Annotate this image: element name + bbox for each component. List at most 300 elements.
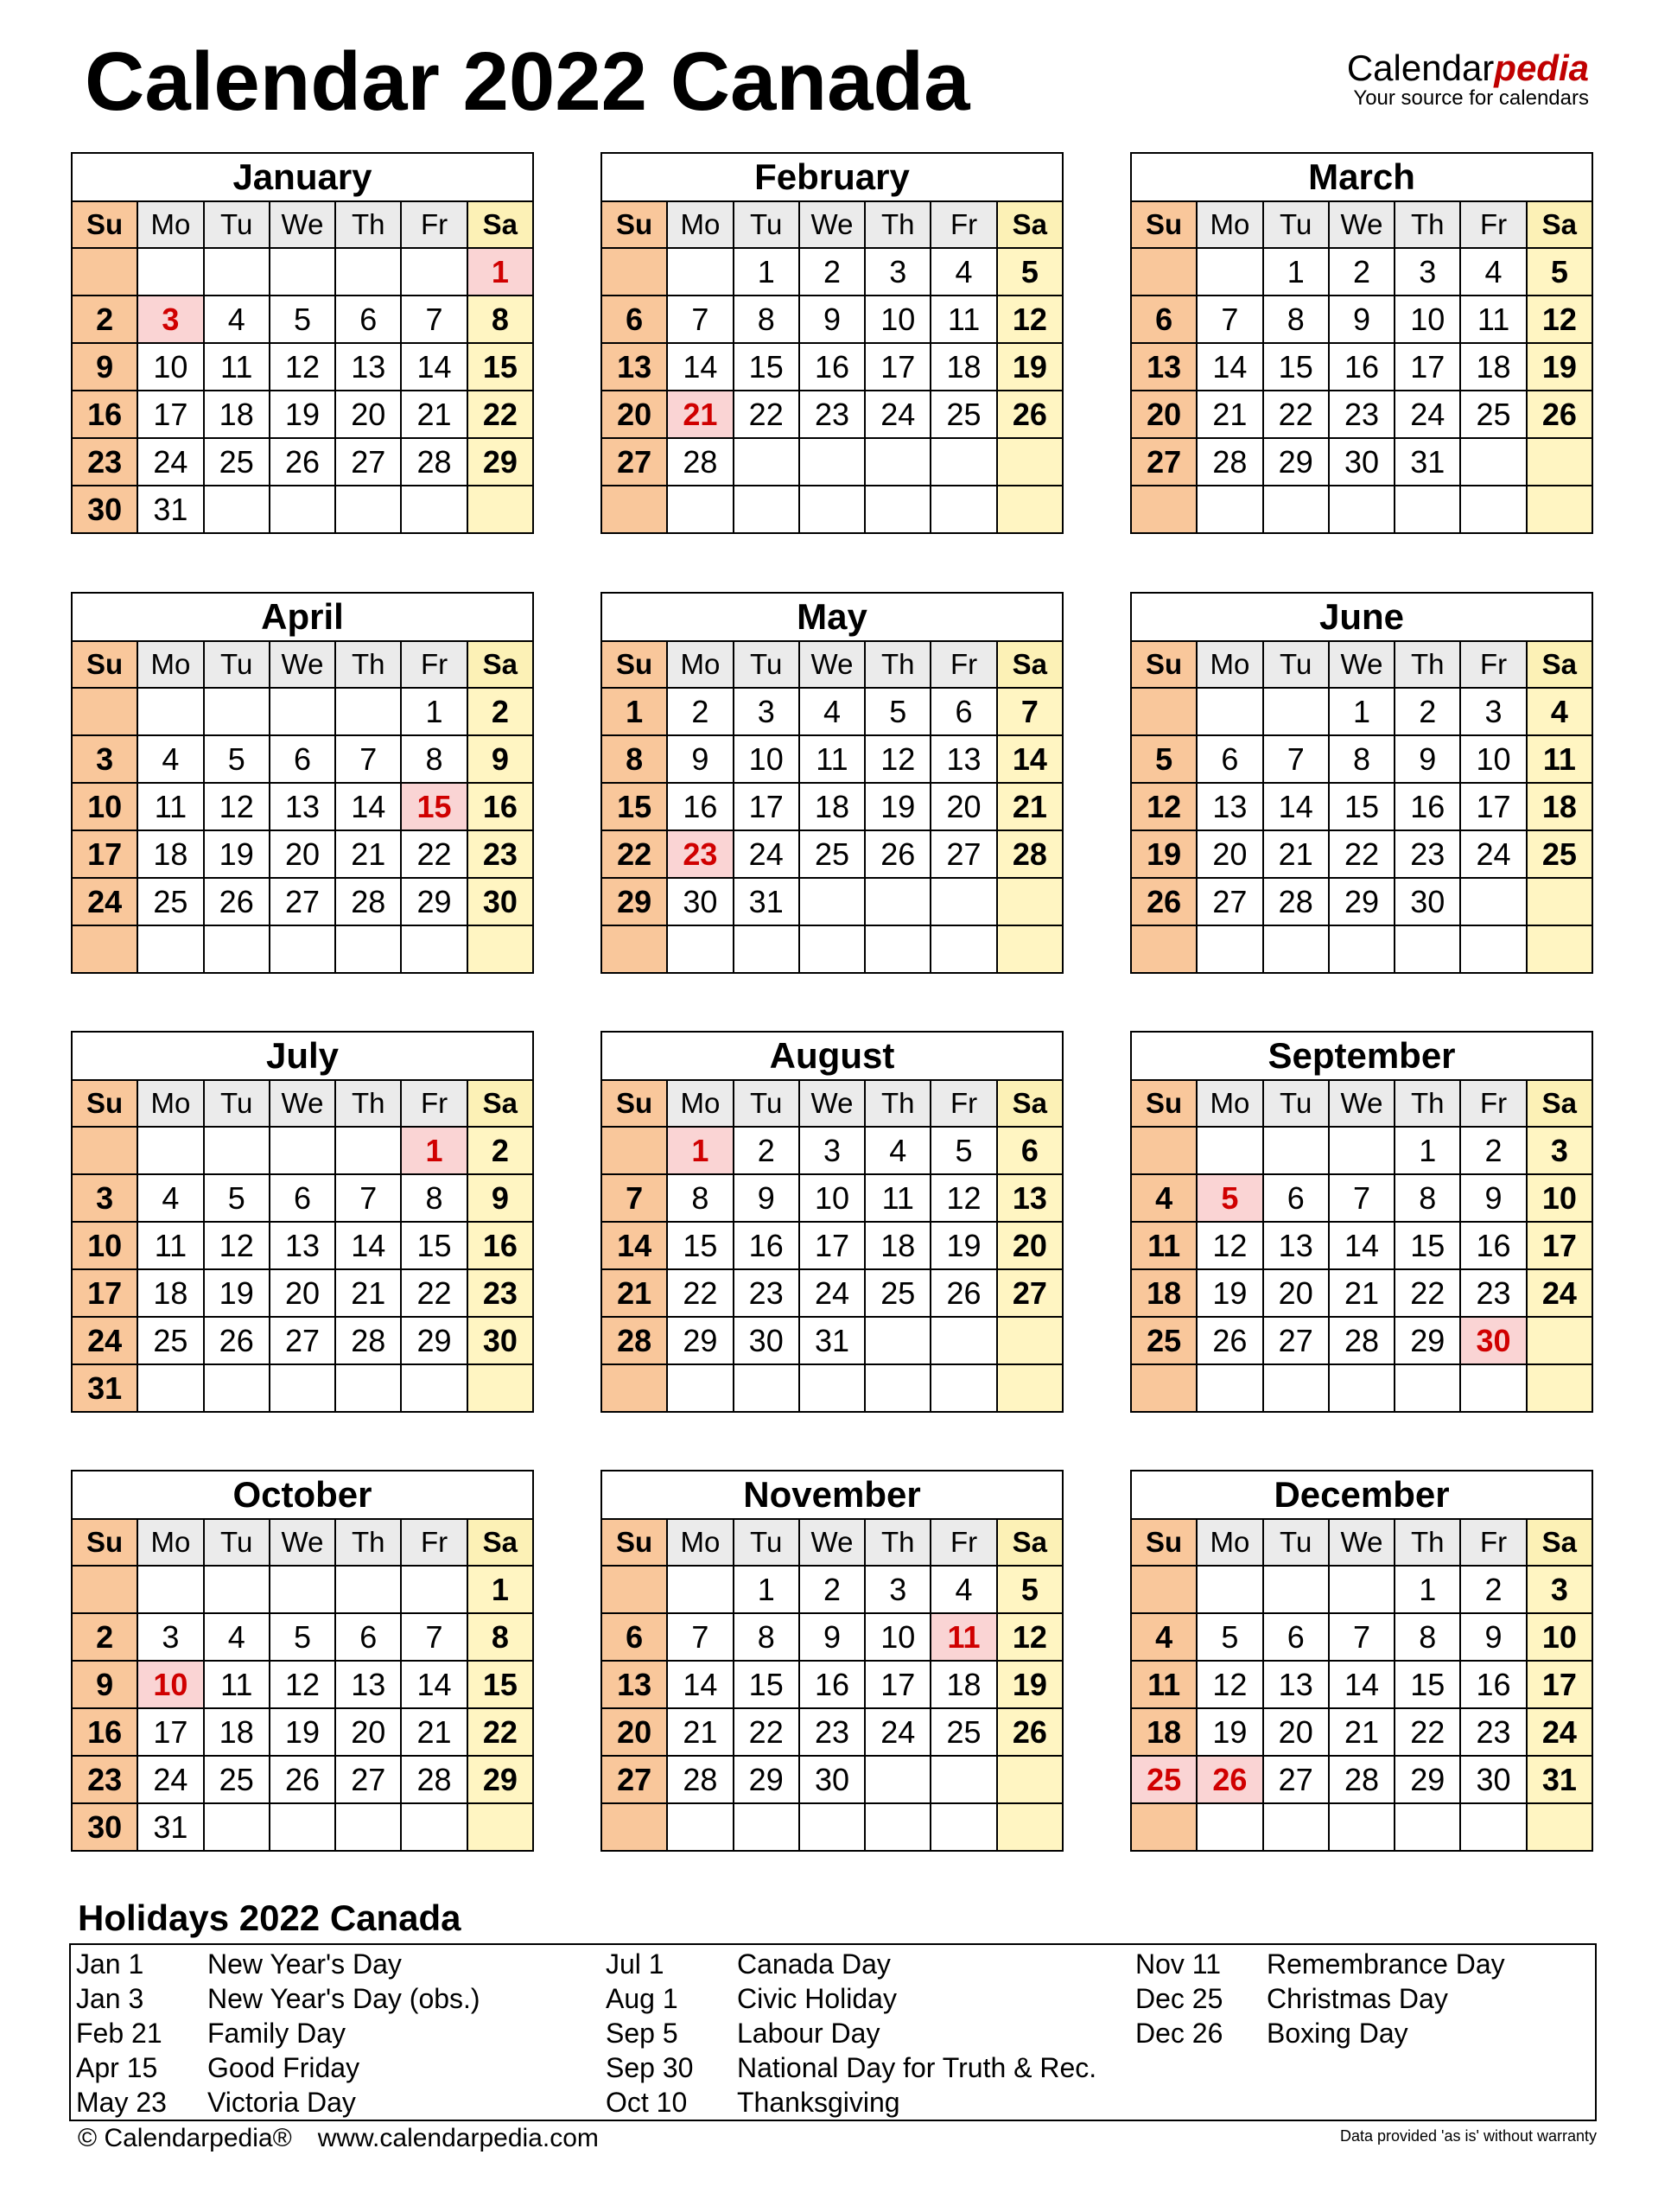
day-cell: 21 (667, 1708, 733, 1756)
empty-cell (734, 925, 799, 973)
holiday-date: Dec 26 (1135, 2018, 1223, 2049)
month-name: May (601, 593, 1063, 641)
empty-cell (137, 1364, 203, 1412)
day-cell: 29 (467, 1756, 533, 1803)
day-cell: 12 (204, 783, 270, 830)
holiday-entry (606, 1947, 1096, 1981)
weekday-header: Mo (137, 201, 203, 248)
weekday-header: Tu (204, 641, 270, 688)
empty-cell (997, 486, 1063, 533)
weekday-header: Tu (1263, 1080, 1329, 1127)
day-cell: 27 (270, 878, 335, 925)
day-cell: 19 (204, 1269, 270, 1317)
day-cell: 4 (865, 1127, 931, 1174)
day-cell: 21 (667, 391, 733, 438)
day-cell: 6 (931, 688, 996, 735)
day-cell: 19 (997, 1661, 1063, 1708)
day-cell: 1 (467, 1566, 533, 1613)
day-cell: 17 (72, 830, 137, 878)
day-cell: 25 (1131, 1317, 1197, 1364)
day-cell: 24 (799, 1269, 865, 1317)
day-cell: 20 (1197, 830, 1262, 878)
day-cell: 7 (601, 1174, 667, 1222)
empty-cell (335, 1566, 401, 1613)
empty-cell (72, 1127, 137, 1174)
empty-cell (1527, 1317, 1592, 1364)
empty-cell (1197, 1364, 1262, 1412)
empty-cell (204, 486, 270, 533)
day-cell: 21 (1329, 1708, 1395, 1756)
day-cell: 15 (401, 783, 467, 830)
holiday-entry (76, 2016, 480, 2050)
weekday-header: We (799, 1519, 865, 1566)
day-cell: 25 (931, 1708, 996, 1756)
weekday-header: Tu (204, 1519, 270, 1566)
empty-cell (865, 486, 931, 533)
day-cell: 21 (1263, 830, 1329, 878)
day-cell: 4 (1131, 1174, 1197, 1222)
day-cell: 29 (667, 1317, 733, 1364)
day-cell: 21 (335, 1269, 401, 1317)
day-cell: 3 (137, 1613, 203, 1661)
day-cell: 28 (667, 438, 733, 486)
day-cell: 8 (734, 1613, 799, 1661)
empty-cell (1527, 878, 1592, 925)
holiday-date: Jan 1 (76, 1948, 144, 1980)
day-cell: 9 (799, 1613, 865, 1661)
empty-cell (270, 688, 335, 735)
day-cell: 30 (667, 878, 733, 925)
day-cell: 16 (799, 1661, 865, 1708)
day-cell: 14 (1263, 783, 1329, 830)
day-cell: 18 (1131, 1708, 1197, 1756)
day-cell: 1 (1329, 688, 1395, 735)
day-cell: 28 (335, 878, 401, 925)
empty-cell (1263, 1566, 1329, 1613)
day-cell: 9 (1460, 1174, 1526, 1222)
weekday-header: Mo (667, 1519, 733, 1566)
day-cell: 29 (1395, 1317, 1460, 1364)
day-cell: 29 (401, 878, 467, 925)
month-march (1130, 152, 1593, 534)
day-cell: 10 (72, 783, 137, 830)
month-name: March (1131, 153, 1592, 201)
empty-cell (1197, 925, 1262, 973)
empty-cell (1395, 925, 1460, 973)
day-cell: 13 (1263, 1661, 1329, 1708)
empty-cell (734, 486, 799, 533)
day-cell: 28 (401, 438, 467, 486)
empty-cell (997, 1756, 1063, 1803)
day-cell: 5 (1197, 1174, 1262, 1222)
day-cell: 31 (72, 1364, 137, 1412)
day-cell: 27 (335, 438, 401, 486)
day-cell: 1 (734, 248, 799, 296)
day-cell: 8 (401, 1174, 467, 1222)
day-cell: 22 (734, 1708, 799, 1756)
day-cell: 16 (734, 1222, 799, 1269)
day-cell: 9 (799, 296, 865, 343)
day-cell: 22 (1395, 1708, 1460, 1756)
month-name: September (1131, 1032, 1592, 1080)
day-cell: 13 (601, 1661, 667, 1708)
holidays-column (1135, 1947, 1505, 2050)
day-cell: 7 (1263, 735, 1329, 783)
day-cell: 9 (72, 343, 137, 391)
day-cell: 4 (137, 735, 203, 783)
empty-cell (601, 1566, 667, 1613)
weekday-header: Su (601, 201, 667, 248)
empty-cell (1131, 688, 1197, 735)
day-cell: 7 (997, 688, 1063, 735)
day-cell: 20 (335, 391, 401, 438)
empty-cell (799, 925, 865, 973)
empty-cell (467, 1364, 533, 1412)
day-cell: 19 (1527, 343, 1592, 391)
month-february (600, 152, 1064, 534)
day-cell: 5 (270, 296, 335, 343)
day-cell: 31 (734, 878, 799, 925)
empty-cell (667, 925, 733, 973)
weekday-header: We (270, 641, 335, 688)
day-cell: 26 (204, 878, 270, 925)
weekday-header: Sa (1527, 201, 1592, 248)
month-august (600, 1031, 1064, 1413)
empty-cell (1329, 1127, 1395, 1174)
holiday-entry (606, 2085, 1096, 2120)
footer-credits (78, 2124, 599, 2153)
day-cell: 3 (1527, 1566, 1592, 1613)
day-cell: 27 (270, 1317, 335, 1364)
day-cell: 7 (335, 735, 401, 783)
weekday-header: Th (335, 641, 401, 688)
empty-cell (1527, 1803, 1592, 1851)
empty-cell (467, 486, 533, 533)
day-cell: 27 (1131, 438, 1197, 486)
day-cell: 5 (204, 735, 270, 783)
day-cell: 6 (1263, 1613, 1329, 1661)
empty-cell (335, 1364, 401, 1412)
empty-cell (1131, 248, 1197, 296)
weekday-header: Su (72, 1519, 137, 1566)
day-cell: 6 (1197, 735, 1262, 783)
day-cell: 26 (1527, 391, 1592, 438)
day-cell: 20 (1263, 1269, 1329, 1317)
day-cell: 24 (137, 438, 203, 486)
day-cell: 25 (137, 1317, 203, 1364)
day-cell: 12 (997, 1613, 1063, 1661)
day-cell: 22 (1329, 830, 1395, 878)
day-cell: 16 (72, 1708, 137, 1756)
day-cell: 23 (467, 1269, 533, 1317)
holiday-entry (1135, 1947, 1505, 1981)
day-cell: 5 (1527, 248, 1592, 296)
day-cell: 9 (667, 735, 733, 783)
day-cell: 23 (467, 830, 533, 878)
day-cell: 14 (601, 1222, 667, 1269)
weekday-header: Th (1395, 641, 1460, 688)
holiday-entry (76, 2085, 480, 2120)
weekday-header: Tu (1263, 1519, 1329, 1566)
day-cell: 10 (72, 1222, 137, 1269)
day-cell: 22 (601, 830, 667, 878)
empty-cell (1263, 925, 1329, 973)
day-cell: 15 (467, 343, 533, 391)
day-cell: 3 (137, 296, 203, 343)
day-cell: 3 (1395, 248, 1460, 296)
day-cell: 24 (72, 1317, 137, 1364)
day-cell: 26 (1197, 1317, 1262, 1364)
day-cell: 18 (931, 343, 996, 391)
day-cell: 5 (931, 1127, 996, 1174)
day-cell: 11 (204, 1661, 270, 1708)
day-cell: 2 (1395, 688, 1460, 735)
day-cell: 12 (865, 735, 931, 783)
day-cell: 25 (137, 878, 203, 925)
day-cell: 14 (1329, 1661, 1395, 1708)
day-cell: 15 (734, 1661, 799, 1708)
weekday-header: Th (335, 201, 401, 248)
weekday-header: Sa (1527, 1080, 1592, 1127)
day-cell: 1 (401, 1127, 467, 1174)
day-cell: 27 (1263, 1756, 1329, 1803)
holiday-date: Dec 25 (1135, 1983, 1223, 2014)
empty-cell (601, 1364, 667, 1412)
day-cell: 13 (335, 1661, 401, 1708)
day-cell: 10 (799, 1174, 865, 1222)
day-cell: 9 (467, 735, 533, 783)
empty-cell (1263, 486, 1329, 533)
empty-cell (1263, 688, 1329, 735)
weekday-header: Sa (467, 201, 533, 248)
day-cell: 3 (734, 688, 799, 735)
day-cell: 24 (72, 878, 137, 925)
weekday-header: We (1329, 1519, 1395, 1566)
month-january (71, 152, 534, 534)
day-cell: 10 (865, 1613, 931, 1661)
day-cell: 24 (865, 1708, 931, 1756)
empty-cell (270, 1364, 335, 1412)
empty-cell (1263, 1127, 1329, 1174)
day-cell: 23 (734, 1269, 799, 1317)
holiday-entry (606, 2050, 1096, 2085)
weekday-header: Sa (467, 641, 533, 688)
holiday-entry (606, 2016, 1096, 2050)
day-cell: 4 (799, 688, 865, 735)
day-cell: 25 (931, 391, 996, 438)
empty-cell (931, 438, 996, 486)
day-cell: 29 (401, 1317, 467, 1364)
brand-name-main: Calendar (1346, 48, 1495, 88)
day-cell: 20 (601, 1708, 667, 1756)
day-cell: 17 (865, 1661, 931, 1708)
weekday-header: Fr (401, 1519, 467, 1566)
day-cell: 20 (997, 1222, 1063, 1269)
weekday-header: Tu (734, 201, 799, 248)
day-cell: 12 (270, 343, 335, 391)
day-cell: 18 (137, 1269, 203, 1317)
day-cell: 23 (72, 1756, 137, 1803)
day-cell: 28 (1329, 1317, 1395, 1364)
day-cell: 8 (1395, 1174, 1460, 1222)
empty-cell (1197, 248, 1262, 296)
day-cell: 21 (1197, 391, 1262, 438)
day-cell: 12 (997, 296, 1063, 343)
empty-cell (137, 1566, 203, 1613)
day-cell: 24 (137, 1756, 203, 1803)
empty-cell (1460, 1364, 1526, 1412)
weekday-header: Fr (401, 1080, 467, 1127)
day-cell: 17 (1460, 783, 1526, 830)
empty-cell (137, 688, 203, 735)
day-cell: 11 (1527, 735, 1592, 783)
weekday-header: Fr (1460, 1080, 1526, 1127)
day-cell: 22 (401, 830, 467, 878)
empty-cell (1395, 486, 1460, 533)
month-name: July (72, 1032, 533, 1080)
day-cell: 4 (204, 296, 270, 343)
holiday-date: Jul 1 (606, 1948, 664, 1980)
empty-cell (1460, 878, 1526, 925)
empty-cell (1329, 925, 1395, 973)
day-cell: 8 (1329, 735, 1395, 783)
day-cell: 24 (1527, 1269, 1592, 1317)
day-cell: 28 (667, 1756, 733, 1803)
holiday-name: Christmas Day (1267, 1983, 1448, 2014)
day-cell: 1 (601, 688, 667, 735)
holiday-date: Sep 5 (606, 2018, 678, 2049)
weekday-header: Sa (467, 1080, 533, 1127)
month-name: June (1131, 593, 1592, 641)
empty-cell (931, 925, 996, 973)
day-cell: 17 (865, 343, 931, 391)
day-cell: 17 (799, 1222, 865, 1269)
day-cell: 10 (865, 296, 931, 343)
weekday-header: Th (1395, 1080, 1460, 1127)
empty-cell (270, 925, 335, 973)
day-cell: 21 (401, 1708, 467, 1756)
page-title: Calendar 2022 Canada (85, 35, 970, 128)
day-cell: 23 (799, 1708, 865, 1756)
weekday-header: Fr (931, 1080, 996, 1127)
weekday-header: Mo (137, 1080, 203, 1127)
day-cell: 15 (734, 343, 799, 391)
empty-cell (204, 1803, 270, 1851)
empty-cell (865, 1803, 931, 1851)
empty-cell (72, 1566, 137, 1613)
day-cell: 12 (270, 1661, 335, 1708)
day-cell: 12 (1131, 783, 1197, 830)
empty-cell (997, 878, 1063, 925)
empty-cell (335, 1127, 401, 1174)
day-cell: 19 (1131, 830, 1197, 878)
weekday-header: Tu (1263, 641, 1329, 688)
day-cell: 23 (1395, 830, 1460, 878)
empty-cell (1197, 1566, 1262, 1613)
holiday-date: Nov 11 (1135, 1948, 1222, 1980)
day-cell: 2 (734, 1127, 799, 1174)
weekday-header: Su (1131, 201, 1197, 248)
day-cell: 11 (204, 343, 270, 391)
day-cell: 12 (931, 1174, 996, 1222)
empty-cell (467, 925, 533, 973)
day-cell: 6 (270, 1174, 335, 1222)
empty-cell (601, 925, 667, 973)
day-cell: 13 (335, 343, 401, 391)
month-december (1130, 1470, 1593, 1852)
day-cell: 24 (734, 830, 799, 878)
day-cell: 2 (72, 1613, 137, 1661)
empty-cell (601, 1127, 667, 1174)
day-cell: 12 (1197, 1661, 1262, 1708)
holiday-name: Civic Holiday (737, 1983, 897, 2014)
day-cell: 14 (335, 1222, 401, 1269)
empty-cell (335, 688, 401, 735)
weekday-header: Fr (401, 641, 467, 688)
day-cell: 30 (467, 878, 533, 925)
day-cell: 4 (1131, 1613, 1197, 1661)
weekday-header: Sa (997, 641, 1063, 688)
holidays-column (606, 1947, 1096, 2120)
day-cell: 14 (667, 343, 733, 391)
day-cell: 5 (204, 1174, 270, 1222)
month-name: November (601, 1471, 1063, 1519)
day-cell: 18 (865, 1222, 931, 1269)
day-cell: 25 (204, 1756, 270, 1803)
day-cell: 13 (1131, 343, 1197, 391)
day-cell: 25 (204, 438, 270, 486)
empty-cell (865, 925, 931, 973)
day-cell: 15 (1329, 783, 1395, 830)
brand-logo[interactable] (1347, 50, 1589, 111)
day-cell: 26 (204, 1317, 270, 1364)
empty-cell (799, 486, 865, 533)
day-cell: 18 (204, 1708, 270, 1756)
day-cell: 31 (1395, 438, 1460, 486)
holiday-name: Family Day (207, 2018, 346, 2049)
weekday-header: We (270, 1080, 335, 1127)
weekday-header: We (1329, 641, 1395, 688)
day-cell: 27 (601, 1756, 667, 1803)
holiday-entry (76, 2050, 480, 2085)
empty-cell (799, 878, 865, 925)
day-cell: 29 (734, 1756, 799, 1803)
empty-cell (204, 925, 270, 973)
day-cell: 2 (1460, 1566, 1526, 1613)
weekday-header: Th (1395, 1519, 1460, 1566)
holiday-entry (1135, 1981, 1505, 2016)
empty-cell (1460, 1803, 1526, 1851)
empty-cell (734, 1803, 799, 1851)
empty-cell (865, 878, 931, 925)
weekday-header: We (270, 1519, 335, 1566)
day-cell: 29 (1263, 438, 1329, 486)
day-cell: 6 (270, 735, 335, 783)
empty-cell (997, 1364, 1063, 1412)
day-cell: 19 (204, 830, 270, 878)
weekday-header: Th (865, 1519, 931, 1566)
holidays-column (76, 1947, 480, 2120)
holiday-name: New Year's Day (obs.) (207, 1983, 480, 2014)
day-cell: 25 (1527, 830, 1592, 878)
day-cell: 16 (1329, 343, 1395, 391)
day-cell: 9 (734, 1174, 799, 1222)
day-cell: 28 (335, 1317, 401, 1364)
day-cell: 15 (401, 1222, 467, 1269)
website-link[interactable]: www.calendarpedia.com (317, 2124, 599, 2152)
weekday-header: Sa (997, 1080, 1063, 1127)
empty-cell (1131, 925, 1197, 973)
